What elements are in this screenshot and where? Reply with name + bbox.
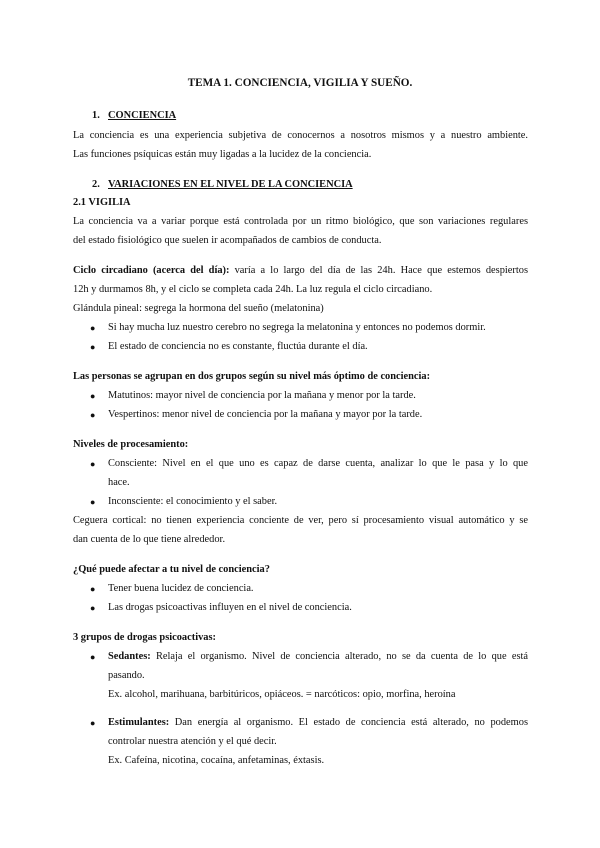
ceguera-line-2: dan cuenta de lo que tiene alrededor. <box>73 534 226 545</box>
bullet-dot: ● <box>90 342 96 352</box>
bullet-dot: ● <box>90 459 96 469</box>
grupos-bullet-1: Matutinos: mayor nivel de conciencia por la mañana y menor por la tarde. <box>108 390 416 401</box>
niveles-heading: Niveles de procesamiento: <box>73 439 189 450</box>
niveles-bullet-1-line-2: hace. <box>108 477 130 488</box>
circadiano-line-1 <box>73 262 528 281</box>
bullet-dot: ● <box>90 391 96 401</box>
estimulantes-text: Dan energía al organismo. El estado de conciencia está alterado, no podemos <box>169 717 528 728</box>
grupos-heading: Las personas se agrupan en dos grupos según su nivel más óptimo de conciencia: <box>73 371 431 382</box>
section-1-line-1: La conciencia es una experiencia subjetiva de conocernos a nosotros mismos y a nuestro ambiente. <box>73 130 528 141</box>
grupos-bullet-2: Vespertinos: menor nivel de conciencia por la mañana y mayor por la tarde. <box>108 409 423 420</box>
drogas-heading: 3 grupos de drogas psicoactivas: <box>73 632 216 643</box>
bullet-dot: ● <box>90 410 96 420</box>
sedantes-line-2: pasando. <box>108 670 145 681</box>
sedantes-label: Sedantes: <box>108 651 151 662</box>
afectar-heading: ¿Qué puede afectar a tu nivel de conciencia? <box>73 564 270 575</box>
bullet-dot: ● <box>90 718 96 728</box>
section-2-line-1: La conciencia va a variar porque está controlada por un ritmo biológico, que son variaciones regulares <box>73 216 528 227</box>
circadiano-bullet-1: Si hay mucha luz nuestro cerebro no segrega la melatonina y entonces no podemos dormir. <box>108 322 486 333</box>
circadiano-label: Ciclo circadiano (acerca del día): <box>73 265 230 276</box>
bullet-dot: ● <box>90 603 96 613</box>
estimulantes-line-2: controlar nuestra atención y el qué decir. <box>108 736 277 747</box>
estimulantes-line-1 <box>108 714 528 733</box>
section-1-heading: CONCIENCIA <box>108 110 177 121</box>
subsection-vigilia: 2.1 VIGILIA <box>73 197 131 208</box>
circadiano-text-1: varía a lo largo del día de las 24h. Hace que estemos despiertos <box>229 265 528 276</box>
sedantes-line-1 <box>108 648 528 667</box>
niveles-bullet-2: Inconsciente: el conocimiento y el saber. <box>108 496 278 507</box>
section-1-number: 1. <box>92 110 100 121</box>
afectar-bullet-1: Tener buena lucidez de conciencia. <box>108 583 254 594</box>
afectar-bullet-2: Las drogas psicoactivas influyen en el nivel de conciencia. <box>108 602 352 613</box>
bullet-dot: ● <box>90 652 96 662</box>
circadiano-bullet-2: El estado de conciencia no es constante, fluctúa durante el día. <box>108 341 368 352</box>
bullet-dot: ● <box>90 323 96 333</box>
section-1-line-2: Las funciones psíquicas están muy ligadas a la lucidez de la conciencia. <box>73 149 372 160</box>
sedantes-examples: Ex. alcohol, marihuana, barbitúricos, opiáceos. = narcóticos: opio, morfina, heroína <box>108 689 456 700</box>
ceguera-line-1: Ceguera cortical: no tienen experiencia conciente de ver, pero sí procesamiento visual automático y se <box>73 515 528 526</box>
sedantes-text: Relaja el organismo. Nivel de conciencia alterado, no se da cuenta de lo que está <box>150 651 528 662</box>
bullet-dot: ● <box>90 584 96 594</box>
niveles-bullet-1-line-1: Consciente: Nivel en el que uno es capaz de darse cuenta, analizar lo que le pasa y lo que <box>108 458 528 469</box>
estimulantes-label: Estimulantes: <box>108 717 170 728</box>
pineal-line: Glándula pineal: segrega la hormona del sueño (melatonina) <box>73 303 324 314</box>
document-title: TEMA 1. CONCIENCIA, VIGILIA Y SUEÑO. <box>187 77 413 89</box>
bullet-dot: ● <box>90 497 96 507</box>
section-2-line-2: del estado fisiológico que suelen ir acompañados de cambios de conducta. <box>73 235 382 246</box>
estimulantes-examples: Ex. Cafeína, nicotina, cocaína, anfetaminas, éxtasis. <box>108 755 325 766</box>
section-2-heading: VARIACIONES EN EL NIVEL DE LA CONCIENCIA <box>108 179 353 190</box>
section-2-number: 2. <box>92 179 100 190</box>
circadiano-line-2: 12h y durmamos 8h, y el ciclo se completa cada 24h. La luz regula el ciclo circadiano. <box>73 284 433 295</box>
